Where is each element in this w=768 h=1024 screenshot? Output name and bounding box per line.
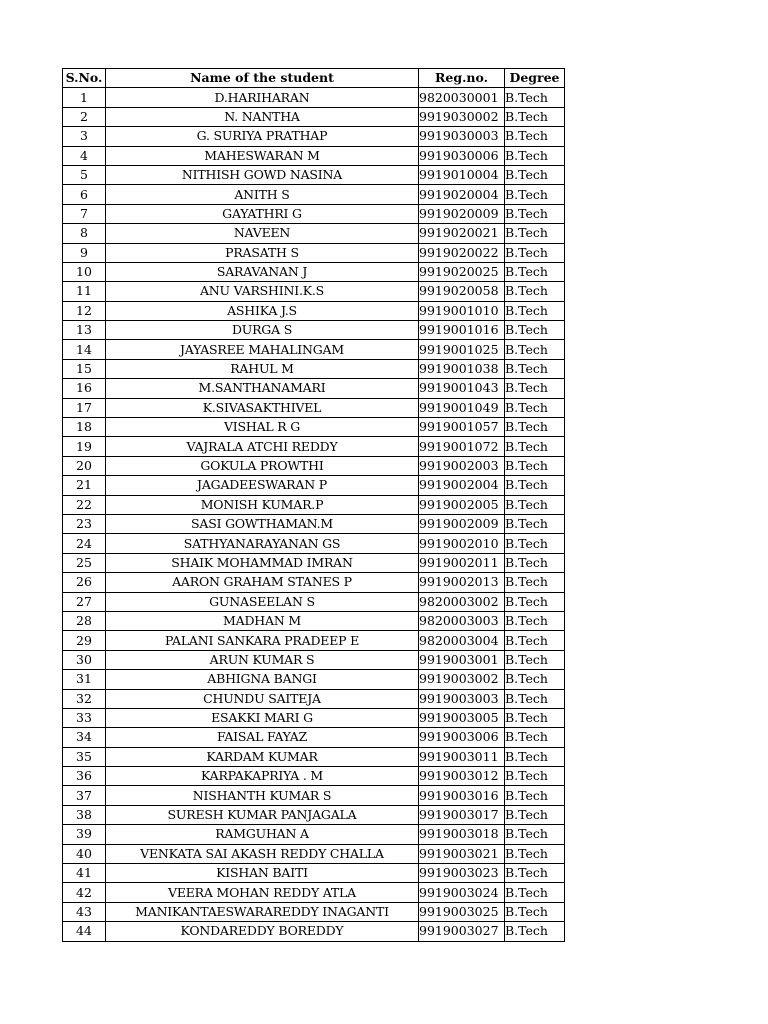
cell-sno: 29: [63, 631, 106, 650]
cell-reg-no: 9919030006: [419, 146, 505, 165]
table-row: [63, 728, 565, 747]
table-row: [63, 573, 565, 592]
cell-degree: B.Tech: [505, 708, 565, 727]
cell-reg-no: 9919020009: [419, 204, 505, 223]
table-row: [63, 204, 565, 223]
cell-reg-no: 9919003016: [419, 786, 505, 805]
cell-student-name: MONISH KUMAR.P: [106, 495, 419, 514]
table-row: [63, 301, 565, 320]
cell-sno: 42: [63, 883, 106, 902]
cell-reg-no: 9820030001: [419, 88, 505, 107]
table-row: [63, 185, 565, 204]
cell-degree: B.Tech: [505, 243, 565, 262]
cell-sno: 39: [63, 825, 106, 844]
table-row: [63, 243, 565, 262]
cell-student-name: RAMGUHAN A: [106, 825, 419, 844]
cell-sno: 41: [63, 864, 106, 883]
cell-degree: B.Tech: [505, 437, 565, 456]
cell-reg-no: 9919020025: [419, 262, 505, 281]
cell-sno: 33: [63, 708, 106, 727]
cell-sno: 21: [63, 476, 106, 495]
cell-student-name: SARAVANAN J: [106, 262, 419, 281]
cell-student-name: M.SANTHANAMARI: [106, 379, 419, 398]
cell-reg-no: 9820003004: [419, 631, 505, 650]
cell-sno: 19: [63, 437, 106, 456]
table-row: [63, 592, 565, 611]
student-list-table: [62, 68, 565, 942]
header-reg-no: Reg.no.: [419, 69, 505, 88]
cell-sno: 24: [63, 534, 106, 553]
cell-student-name: ANU VARSHINI.K.S: [106, 282, 419, 301]
cell-reg-no: 9919001049: [419, 398, 505, 417]
cell-student-name: GUNASEELAN S: [106, 592, 419, 611]
cell-sno: 22: [63, 495, 106, 514]
cell-student-name: VEERA MOHAN REDDY ATLA: [106, 883, 419, 902]
cell-degree: B.Tech: [505, 165, 565, 184]
cell-degree: B.Tech: [505, 185, 565, 204]
cell-reg-no: 9919003002: [419, 670, 505, 689]
table-row: [63, 224, 565, 243]
header-row: [63, 69, 565, 88]
cell-reg-no: 9919002009: [419, 514, 505, 533]
cell-degree: B.Tech: [505, 805, 565, 824]
cell-sno: 35: [63, 747, 106, 766]
cell-sno: 38: [63, 805, 106, 824]
cell-reg-no: 9919001016: [419, 321, 505, 340]
cell-reg-no: 9919030002: [419, 107, 505, 126]
table-row: [63, 107, 565, 126]
table-row: [63, 340, 565, 359]
cell-degree: B.Tech: [505, 670, 565, 689]
header-degree: Degree: [505, 69, 565, 88]
cell-sno: 15: [63, 359, 106, 378]
cell-student-name: G. SURIYA PRATHAP: [106, 127, 419, 146]
cell-student-name: MAHESWARAN M: [106, 146, 419, 165]
cell-reg-no: 9919003017: [419, 805, 505, 824]
table-row: [63, 767, 565, 786]
cell-reg-no: 9919003021: [419, 844, 505, 863]
cell-student-name: ESAKKI MARI G: [106, 708, 419, 727]
cell-degree: B.Tech: [505, 747, 565, 766]
cell-sno: 9: [63, 243, 106, 262]
table-row: [63, 922, 565, 941]
cell-degree: B.Tech: [505, 476, 565, 495]
cell-sno: 26: [63, 573, 106, 592]
cell-student-name: VENKATA SAI AKASH REDDY CHALLA: [106, 844, 419, 863]
cell-student-name: KARPAKAPRIYA . M: [106, 767, 419, 786]
cell-sno: 5: [63, 165, 106, 184]
cell-reg-no: 9919001072: [419, 437, 505, 456]
cell-reg-no: 9919003012: [419, 767, 505, 786]
table-row: [63, 844, 565, 863]
cell-student-name: KONDAREDDY BOREDDY: [106, 922, 419, 941]
cell-student-name: JAYASREE MAHALINGAM: [106, 340, 419, 359]
table-row: [63, 127, 565, 146]
cell-sno: 18: [63, 418, 106, 437]
cell-reg-no: 9919003024: [419, 883, 505, 902]
cell-sno: 2: [63, 107, 106, 126]
cell-student-name: AARON GRAHAM STANES P: [106, 573, 419, 592]
table-row: [63, 476, 565, 495]
cell-degree: B.Tech: [505, 398, 565, 417]
table-row: [63, 379, 565, 398]
cell-reg-no: 9919002010: [419, 534, 505, 553]
cell-reg-no: 9919020021: [419, 224, 505, 243]
cell-sno: 36: [63, 767, 106, 786]
cell-degree: B.Tech: [505, 204, 565, 223]
table-row: [63, 883, 565, 902]
cell-reg-no: 9919003027: [419, 922, 505, 941]
cell-reg-no: 9919003011: [419, 747, 505, 766]
cell-student-name: PRASATH S: [106, 243, 419, 262]
cell-degree: B.Tech: [505, 107, 565, 126]
header-sno: S.No.: [63, 69, 106, 88]
table-row: [63, 689, 565, 708]
table-row: [63, 786, 565, 805]
table-row: [63, 437, 565, 456]
cell-student-name: NITHISH GOWD NASINA: [106, 165, 419, 184]
table-row: [63, 650, 565, 669]
table-body: [63, 88, 565, 941]
cell-student-name: ARUN KUMAR S: [106, 650, 419, 669]
table-row: [63, 864, 565, 883]
cell-degree: B.Tech: [505, 534, 565, 553]
cell-sno: 3: [63, 127, 106, 146]
cell-reg-no: 9919020022: [419, 243, 505, 262]
cell-degree: B.Tech: [505, 456, 565, 475]
cell-student-name: MANIKANTAESWARAREDDY INAGANTI: [106, 902, 419, 921]
cell-degree: B.Tech: [505, 592, 565, 611]
cell-degree: B.Tech: [505, 728, 565, 747]
cell-reg-no: 9919001025: [419, 340, 505, 359]
cell-student-name: ABHIGNA BANGI: [106, 670, 419, 689]
cell-student-name: N. NANTHA: [106, 107, 419, 126]
cell-reg-no: 9919003003: [419, 689, 505, 708]
cell-degree: B.Tech: [505, 553, 565, 572]
cell-student-name: KARDAM KUMAR: [106, 747, 419, 766]
cell-reg-no: 9919003018: [419, 825, 505, 844]
cell-student-name: RAHUL M: [106, 359, 419, 378]
cell-reg-no: 9919001038: [419, 359, 505, 378]
table-row: [63, 359, 565, 378]
cell-reg-no: 9919003006: [419, 728, 505, 747]
table-row: [63, 418, 565, 437]
cell-degree: B.Tech: [505, 650, 565, 669]
cell-degree: B.Tech: [505, 573, 565, 592]
cell-reg-no: 9919003023: [419, 864, 505, 883]
cell-degree: B.Tech: [505, 767, 565, 786]
cell-reg-no: 9919002004: [419, 476, 505, 495]
cell-sno: 23: [63, 514, 106, 533]
cell-sno: 1: [63, 88, 106, 107]
cell-degree: B.Tech: [505, 864, 565, 883]
cell-degree: B.Tech: [505, 379, 565, 398]
cell-reg-no: 9919002011: [419, 553, 505, 572]
table-row: [63, 825, 565, 844]
cell-degree: B.Tech: [505, 883, 565, 902]
cell-degree: B.Tech: [505, 282, 565, 301]
cell-student-name: SHAIK MOHAMMAD IMRAN: [106, 553, 419, 572]
cell-reg-no: 9919002005: [419, 495, 505, 514]
cell-student-name: PALANI SANKARA PRADEEP E: [106, 631, 419, 650]
cell-degree: B.Tech: [505, 631, 565, 650]
cell-sno: 4: [63, 146, 106, 165]
table-row: [63, 902, 565, 921]
cell-degree: B.Tech: [505, 262, 565, 281]
cell-degree: B.Tech: [505, 514, 565, 533]
cell-student-name: MADHAN M: [106, 611, 419, 630]
cell-sno: 17: [63, 398, 106, 417]
cell-sno: 28: [63, 611, 106, 630]
table-row: [63, 631, 565, 650]
cell-student-name: GOKULA PROWTHI: [106, 456, 419, 475]
cell-reg-no: 9919020058: [419, 282, 505, 301]
cell-degree: B.Tech: [505, 146, 565, 165]
cell-student-name: D.HARIHARAN: [106, 88, 419, 107]
cell-student-name: VISHAL R G: [106, 418, 419, 437]
cell-degree: B.Tech: [505, 321, 565, 340]
cell-sno: 32: [63, 689, 106, 708]
table-row: [63, 88, 565, 107]
cell-sno: 31: [63, 670, 106, 689]
cell-reg-no: 9919003001: [419, 650, 505, 669]
cell-student-name: FAISAL FAYAZ: [106, 728, 419, 747]
cell-sno: 10: [63, 262, 106, 281]
table-row: [63, 611, 565, 630]
cell-sno: 44: [63, 922, 106, 941]
cell-degree: B.Tech: [505, 340, 565, 359]
cell-student-name: ASHIKA J.S: [106, 301, 419, 320]
table-row: [63, 747, 565, 766]
cell-degree: B.Tech: [505, 825, 565, 844]
cell-student-name: SASI GOWTHAMAN.M: [106, 514, 419, 533]
table-row: [63, 321, 565, 340]
cell-degree: B.Tech: [505, 495, 565, 514]
table-row: [63, 553, 565, 572]
cell-sno: 12: [63, 301, 106, 320]
cell-reg-no: 9919020004: [419, 185, 505, 204]
cell-reg-no: 9820003002: [419, 592, 505, 611]
cell-sno: 7: [63, 204, 106, 223]
cell-degree: B.Tech: [505, 224, 565, 243]
table-row: [63, 670, 565, 689]
table-row: [63, 282, 565, 301]
cell-sno: 30: [63, 650, 106, 669]
cell-reg-no: 9919001043: [419, 379, 505, 398]
table-row: [63, 146, 565, 165]
cell-reg-no: 9919001057: [419, 418, 505, 437]
cell-reg-no: 9820003003: [419, 611, 505, 630]
cell-reg-no: 9919003025: [419, 902, 505, 921]
cell-student-name: SATHYANARAYANAN GS: [106, 534, 419, 553]
cell-degree: B.Tech: [505, 359, 565, 378]
cell-degree: B.Tech: [505, 786, 565, 805]
cell-sno: 14: [63, 340, 106, 359]
cell-sno: 40: [63, 844, 106, 863]
cell-student-name: VAJRALA ATCHI REDDY: [106, 437, 419, 456]
table-row: [63, 495, 565, 514]
cell-sno: 25: [63, 553, 106, 572]
cell-sno: 43: [63, 902, 106, 921]
cell-reg-no: 9919030003: [419, 127, 505, 146]
cell-sno: 34: [63, 728, 106, 747]
cell-degree: B.Tech: [505, 844, 565, 863]
table-row: [63, 398, 565, 417]
cell-student-name: GAYATHRI G: [106, 204, 419, 223]
table-row: [63, 708, 565, 727]
cell-degree: B.Tech: [505, 301, 565, 320]
table-row: [63, 456, 565, 475]
cell-degree: B.Tech: [505, 88, 565, 107]
cell-student-name: KISHAN BAITI: [106, 864, 419, 883]
cell-sno: 37: [63, 786, 106, 805]
cell-student-name: SURESH KUMAR PANJAGALA: [106, 805, 419, 824]
cell-student-name: K.SIVASAKTHIVEL: [106, 398, 419, 417]
cell-sno: 6: [63, 185, 106, 204]
table-row: [63, 514, 565, 533]
table-row: [63, 165, 565, 184]
cell-reg-no: 9919001010: [419, 301, 505, 320]
cell-degree: B.Tech: [505, 611, 565, 630]
cell-reg-no: 9919002013: [419, 573, 505, 592]
cell-degree: B.Tech: [505, 922, 565, 941]
cell-sno: 16: [63, 379, 106, 398]
cell-student-name: DURGA S: [106, 321, 419, 340]
table-row: [63, 262, 565, 281]
cell-sno: 20: [63, 456, 106, 475]
cell-degree: B.Tech: [505, 902, 565, 921]
table-header: [63, 69, 565, 88]
table-row: [63, 805, 565, 824]
cell-sno: 11: [63, 282, 106, 301]
cell-student-name: CHUNDU SAITEJA: [106, 689, 419, 708]
cell-student-name: NAVEEN: [106, 224, 419, 243]
cell-student-name: JAGADEESWARAN P: [106, 476, 419, 495]
table-row: [63, 534, 565, 553]
cell-student-name: ANITH S: [106, 185, 419, 204]
cell-reg-no: 9919003005: [419, 708, 505, 727]
cell-degree: B.Tech: [505, 689, 565, 708]
cell-degree: B.Tech: [505, 127, 565, 146]
cell-reg-no: 9919002003: [419, 456, 505, 475]
cell-reg-no: 9919010004: [419, 165, 505, 184]
cell-degree: B.Tech: [505, 418, 565, 437]
header-name: Name of the student: [106, 69, 419, 88]
cell-student-name: NISHANTH KUMAR S: [106, 786, 419, 805]
cell-sno: 13: [63, 321, 106, 340]
cell-sno: 27: [63, 592, 106, 611]
cell-sno: 8: [63, 224, 106, 243]
